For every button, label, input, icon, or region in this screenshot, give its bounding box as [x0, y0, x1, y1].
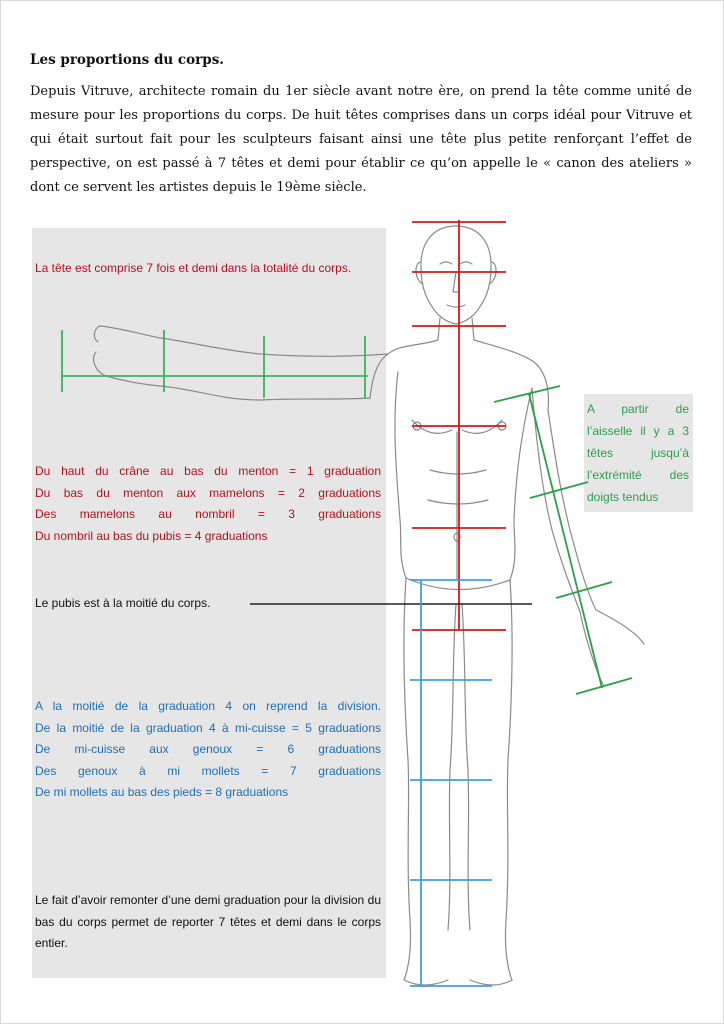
graduation-item: De mi-cuisse aux genoux = 6 graduations: [35, 742, 381, 756]
conclusion-note: Le fait d’avoir remonter d’une demi graduation pour la division du bas du corps permet de reporter 7 têtes et demi dans le corps entier.: [35, 893, 381, 950]
graduation-item: De la moitié de la graduation 4 à mi-cuisse = 5 graduations: [35, 720, 381, 735]
graduation-item: Du bas du menton aux mamelons = 2 graduations: [35, 485, 381, 500]
green-arm-horizontal: [62, 330, 368, 398]
graduation-item: A la moitié de la graduation 4 on reprend la division.: [35, 699, 381, 713]
graduation-item: Du nombril au bas du pubis = 4 graduations: [35, 528, 268, 543]
graduation-item: Du haut du crâne au bas du menton = 1 graduation: [35, 464, 381, 478]
graduation-item: Des genoux à mi mollets = 7 graduations: [35, 763, 381, 778]
page-title: Les proportions du corps.: [30, 52, 225, 68]
lower-graduations-list: [35, 696, 381, 804]
graduation-item: De mi mollets au bas des pieds = 8 graduations: [35, 785, 289, 799]
pubis-note: Le pubis est à la moitié du corps.: [35, 596, 211, 610]
intro-paragraph: Depuis Vitruve, architecte romain du 1er siècle avant notre ère, on prend la tête comme unité de mesure pour les proportions du corps. De huit têtes comprises dans un corps idéal pour Vitruve et qui était surtout fait pour les sculpteurs faisant ainsi une tête plus petite renforçant l’effet de perspective, on est passé à 7 têtes et demi pour établir ce qu’on appelle le « canon des ateliers » dont ce servent les artistes depuis le 19ème siècle.: [30, 84, 692, 195]
blue-graduations: [410, 580, 492, 986]
graduation-item: Des mamelons au nombril = 3 graduations: [35, 507, 381, 521]
head-ratio-note: La tête est comprise 7 fois et demi dans la totalité du corps.: [35, 261, 352, 275]
arm-note: A partir de l’aisselle il y a 3 têtes jusqu’à l’extrémité des doigts tendus: [587, 402, 689, 504]
upper-graduations-list: [35, 461, 381, 547]
